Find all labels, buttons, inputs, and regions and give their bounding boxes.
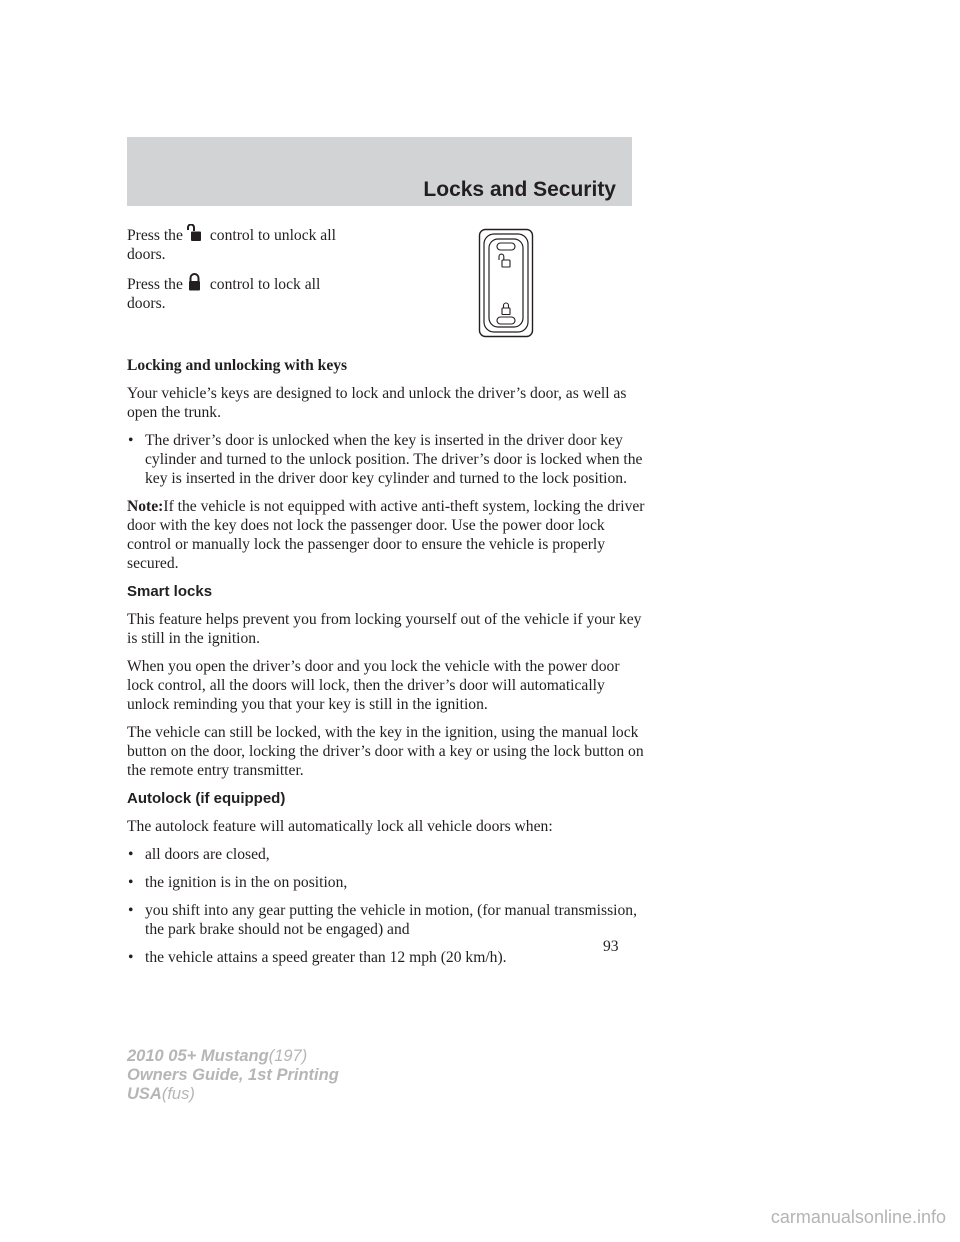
heading-locking-with-keys: Locking and unlocking with keys — [127, 357, 348, 374]
keys-bullet-list — [127, 431, 647, 488]
keys-paragraph: Your vehicle’s keys are designed to lock and unlock the driver’s door, as well as open the trunk. — [127, 385, 627, 421]
note-paragraph: Note:If the vehicle is not equipped with active anti-theft system, locking the driver door with the key does not lock the passenger door. Use the power door lock control or manually lock the passenger door to ensure the vehicle is properly secured. — [127, 498, 645, 572]
list-item: • The driver’s door is unlocked when the key is inserted in the driver door key cylinder and turned to the unlock position. The driver’s door is locked when the key is inserted in the driver door key cylinder and turned to the lock position. — [128, 432, 643, 487]
page-number: 93 — [603, 938, 619, 955]
list-item: • all doors are closed, — [128, 846, 270, 863]
list-item: • you shift into any gear putting the vehicle in motion, (for manual transmission, the park brake should not be engaged) and — [128, 902, 637, 938]
list-item: • the vehicle attains a speed greater than 12 mph (20 km/h). — [128, 949, 507, 966]
lock-instruction: Press the control to lock all doors. — [127, 273, 387, 313]
smart-locks-paragraph-1: This feature helps prevent you from locking yourself out of the vehicle if your key is still in the ignition. — [127, 611, 642, 647]
note-label: Note: — [127, 498, 164, 515]
unlock-instruction: Press the control to unlock all doors. — [127, 224, 387, 264]
heading-autolock: Autolock (if equipped) — [127, 790, 286, 807]
page-content — [127, 224, 647, 976]
unlock-icon — [187, 224, 202, 242]
autolock-intro: The autolock feature will automatically lock all vehicle doors when: — [127, 818, 553, 835]
smart-locks-paragraph-3: The vehicle can still be locked, with the key in the ignition, using the manual lock button on the door, locking the driver’s door with a key or using the lock button on the remote entry transmitter. — [127, 724, 644, 779]
smart-locks-paragraph-2: When you open the driver’s door and you lock the vehicle with the power door lock control, all the doors will lock, then the driver’s door will automatically unlock reminding you that your key is still in the ignition. — [127, 658, 620, 713]
watermark: carmanualsonline.info — [770, 1207, 946, 1227]
lock-icon — [187, 273, 202, 291]
print-footer: 2010 05+ Mustang(197) Owners Guide, 1st Printing USA(fus) — [127, 1047, 339, 1103]
heading-smart-locks: Smart locks — [127, 583, 213, 600]
power-door-lock-switch-figure — [478, 228, 534, 338]
section-title: Locks and Security — [423, 178, 616, 201]
list-item: • the ignition is in the on position, — [128, 874, 348, 891]
section-header-bar — [127, 137, 632, 206]
door-lock-control-intro — [127, 224, 647, 352]
autolock-bullet-list — [127, 845, 647, 967]
